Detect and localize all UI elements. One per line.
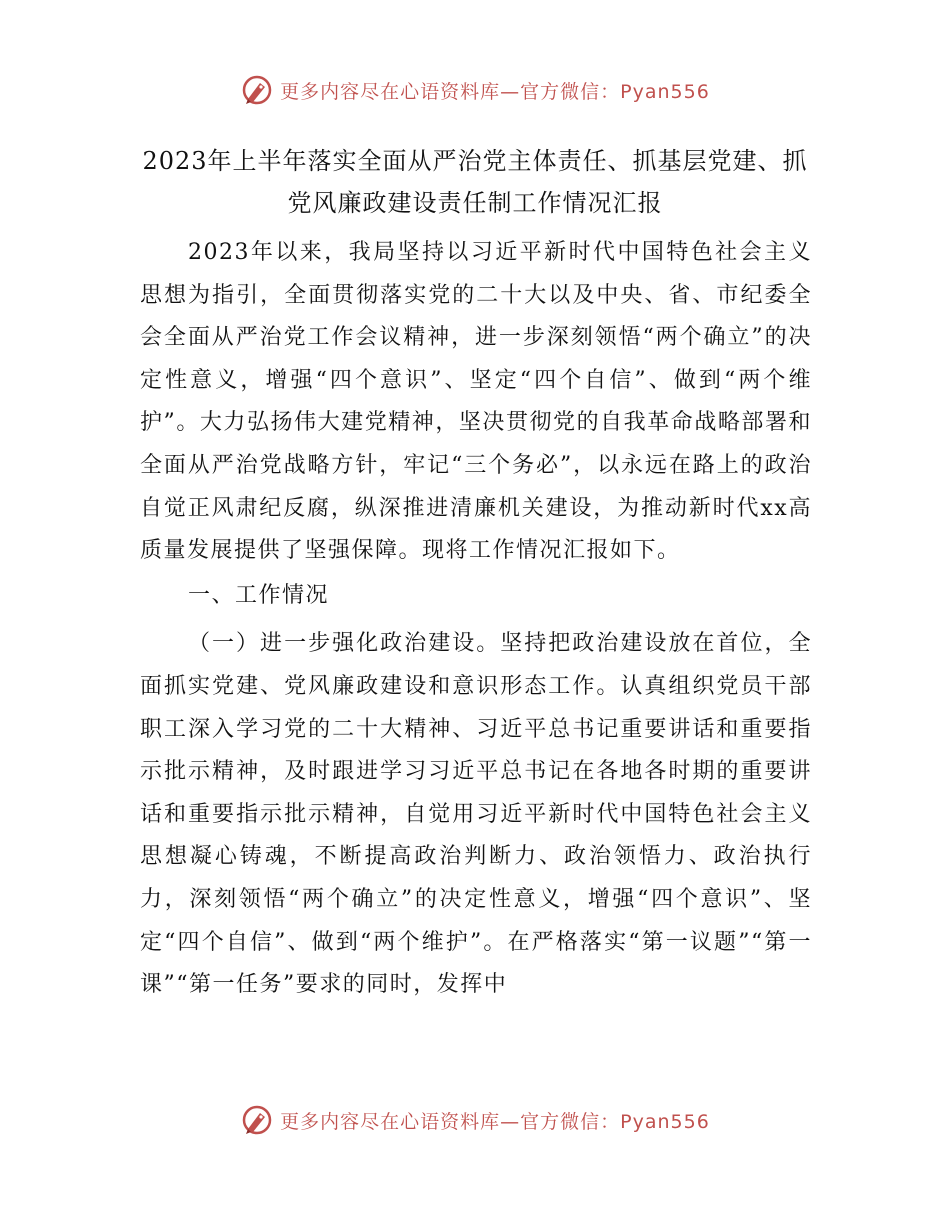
banner-text: 更多内容尽在心语资料库—官方微信：Pyan556 [280, 1110, 710, 1133]
section-heading: 一、工作情况 [188, 582, 330, 608]
document-body [140, 232, 812, 1007]
header-banner [0, 70, 950, 110]
pen-nib-logo-icon [240, 1103, 274, 1137]
pen-nib-logo-icon [240, 73, 274, 107]
intro-paragraph: 2023年以来，我局坚持以习近平新时代中国特色社会主义思想为指引，全面贯彻落实党的二十大以及中央、省、市纪委全会全面从严治党工作会议精神，进一步深刻领悟“两个确立”的决定性意义，增强“四个意识”、坚定“四个自信”、做到“两个维护”。大力弘扬伟大建党精神，坚决贯彻党的自我革命战略部署和全面从严治党战略方针，牢记“三个务必”，以永远在路上的政治自觉正风肃纪反腐，纵深推进清廉机关建设，为推动新时代xx高质量发展提供了坚强保障。现将工作情况汇报如下。 [140, 240, 812, 564]
section-paragraph: （一）进一步强化政治建设。坚持把政治建设放在首位，全面抓实党建、党风廉政建设和意识形态工作。认真组织党员干部职工深入学习党的二十大精神、习近平总书记重要讲话和重要指示批示精神，及时跟进学习习近平总书记在各地各时期的重要讲话和重要指示批示精神，自觉用习近平新时代中国特色社会主义思想凝心铸魂，不断提高政治判断力、政治领悟力、政治执行力，深刻领悟“两个确立”的决定性意义，增强“四个意识”、坚定“四个自信”、做到“两个维护”。在严格落实“第一议题”“第一课”“第一任务”要求的同时，发挥中 [140, 631, 812, 998]
title-line-2: 党风廉政建设责任制工作情况汇报 [287, 189, 663, 217]
document-title [0, 140, 950, 224]
footer-banner [0, 1100, 950, 1140]
title-line-1: 2023年上半年落实全面从严治党主体责任、抓基层党建、抓 [142, 147, 808, 175]
banner-text: 更多内容尽在心语资料库—官方微信：Pyan556 [280, 80, 710, 103]
